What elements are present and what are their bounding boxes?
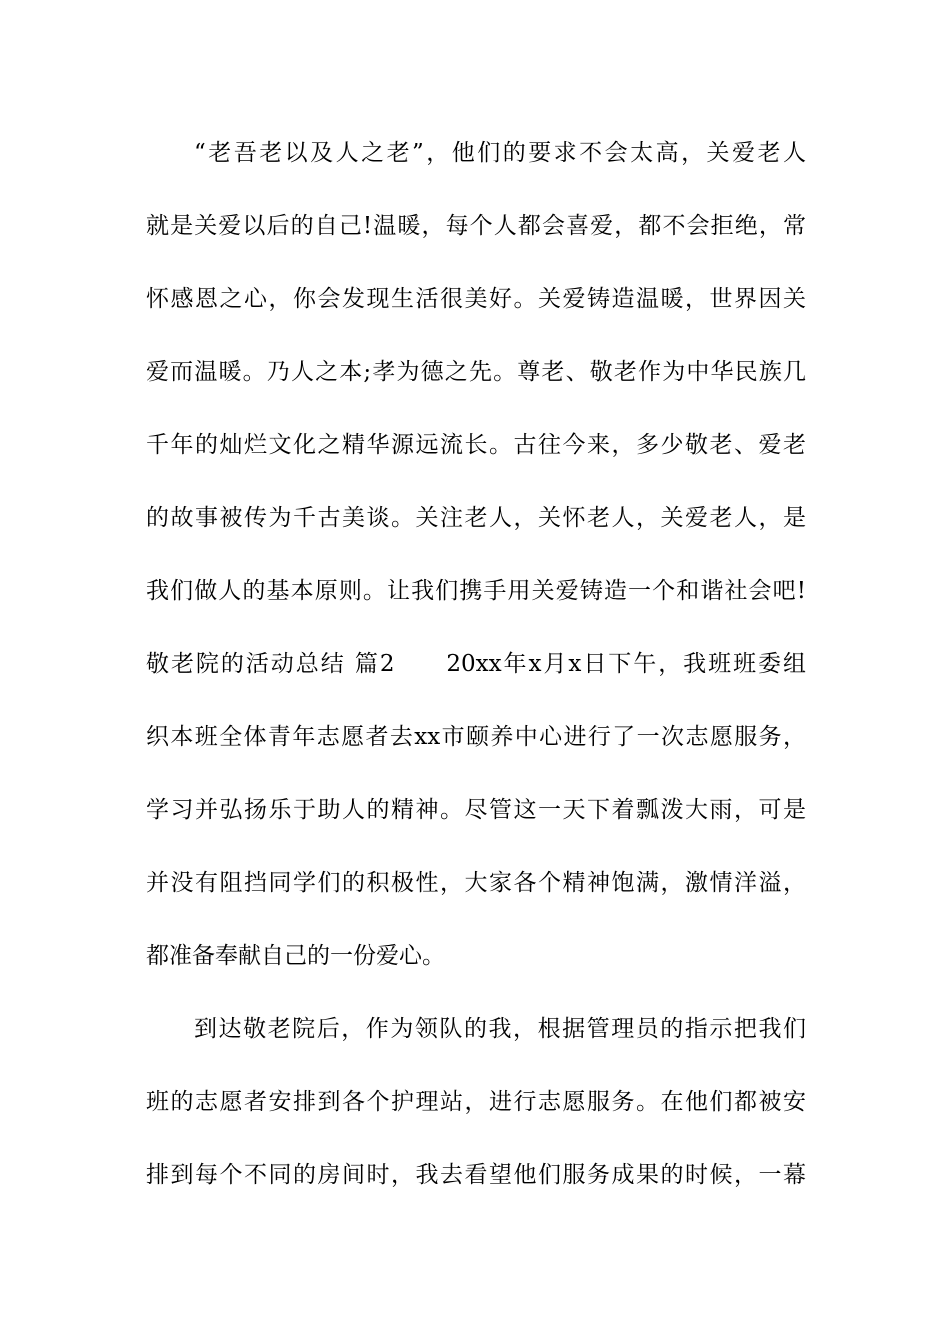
paragraph-line: 就是关爱以后的自己!温暖，每个人都会喜爱，都不会拒绝，常 xyxy=(146,213,806,239)
paragraph-line: 并没有阻挡同学们的积极性，大家各个精神饱满，激情洋溢， xyxy=(146,870,806,896)
paragraph-line: 织本班全体青年志愿者去xx市颐养中心进行了一次志愿服务， xyxy=(146,724,806,750)
paragraph-line: 班的志愿者安排到各个护理站，进行志愿服务。在他们都被安 xyxy=(146,1089,806,1115)
paragraph-line: 学习并弘扬乐于助人的精神。尽管这一天下着瓢泼大雨，可是 xyxy=(146,797,806,823)
paragraph-line: 千年的灿烂文化之精华源远流长。古往今来，多少敬老、爱老 xyxy=(146,432,806,458)
paragraph-line: 我们做人的基本原则。让我们携手用关爱铸造一个和谐社会吧! xyxy=(146,578,806,604)
paragraph-line: “老吾老以及人之老”，他们的要求不会太高，关爱老人 xyxy=(194,140,806,166)
paragraph-line: 排到每个不同的房间时，我去看望他们服务成果的时候，一幕 xyxy=(146,1162,806,1188)
paragraph-line: 到达敬老院后，作为领队的我，根据管理员的指示把我们 xyxy=(194,1016,806,1042)
section-heading-line: 敬老院的活动总结 篇2 20xx年x月x日下午，我班班委组 xyxy=(146,651,806,677)
paragraph-line: 的故事被传为千古美谈。关注老人，关怀老人，关爱老人，是 xyxy=(146,505,806,531)
paragraph-line: 怀感恩之心，你会发现生活很美好。关爱铸造温暖，世界因关 xyxy=(146,286,806,312)
paragraph-line: 爱而温暖。乃人之本;孝为德之先。尊老、敬老作为中华民族几 xyxy=(146,359,806,385)
paragraph-line: 都准备奉献自己的一份爱心。 xyxy=(146,943,445,969)
